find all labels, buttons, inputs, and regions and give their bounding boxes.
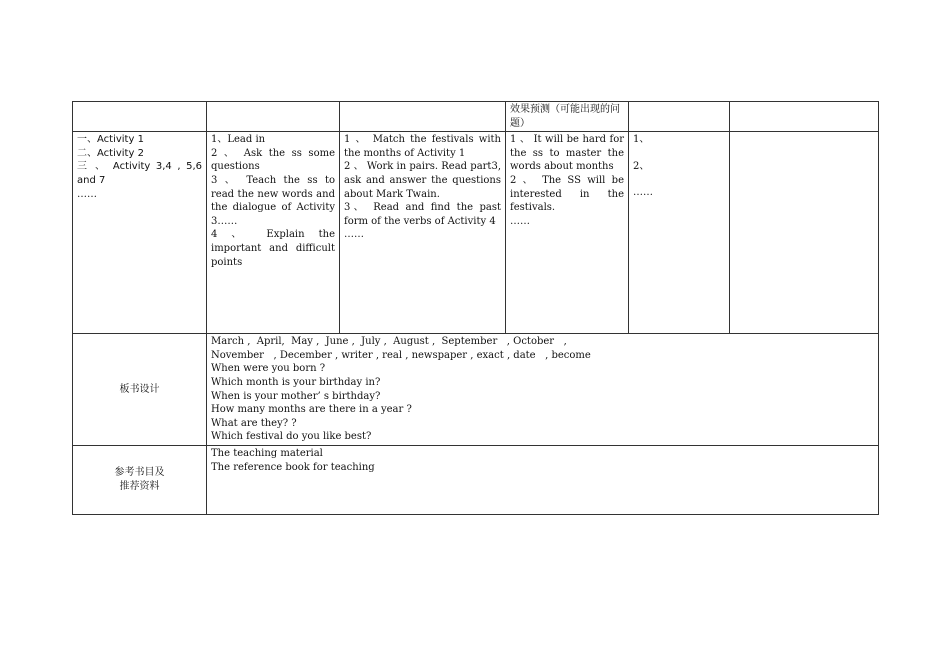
student-step: 1 、 Match the festivals with the months of Activity 1	[344, 134, 501, 159]
teacher-activity-cell	[207, 132, 340, 334]
note-item: 2、	[633, 160, 650, 172]
header-cell-5	[629, 102, 730, 132]
teacher-step: 4 、 Explain the important and difficult points	[211, 229, 335, 268]
activity-item: 三 、 Activity 3,4 , 5,6 and 7	[77, 161, 202, 186]
board-line: When were you born ?	[211, 363, 326, 375]
empty-cell	[730, 132, 879, 334]
header-cell-1	[73, 102, 207, 132]
activity-item: ……	[77, 188, 97, 200]
reference-line: The teaching material	[211, 447, 323, 459]
header-cell-2	[207, 102, 340, 132]
effect-prediction-cell	[506, 132, 629, 334]
board-design-content	[207, 334, 879, 446]
prediction-item: 1 、 It will be hard for the ss to master the words about months	[510, 134, 624, 173]
board-line: How many months are there in a year ?	[211, 404, 412, 416]
teacher-step: 3 、 Teach the ss to read the new words and the dialogue of Activity 3……	[211, 174, 335, 227]
header-cell-6	[730, 102, 879, 132]
reference-label	[73, 445, 207, 514]
note-item: ……	[633, 187, 653, 199]
board-line: Which month is your birthday in?	[211, 376, 381, 388]
teacher-step: 2 、 Ask the ss some questions	[211, 147, 335, 173]
activities-list-cell	[73, 132, 207, 334]
reference-line: The reference book for teaching	[211, 461, 375, 473]
notes-cell	[629, 132, 730, 334]
board-line: March , April, May , June , July , August , September , October ,	[211, 336, 567, 348]
reference-content	[207, 445, 879, 514]
reference-label-line: 参考书目及	[114, 467, 165, 479]
header-row	[73, 102, 879, 132]
prediction-item: 2 、 The SS will be interested in the festivals.	[510, 174, 624, 214]
teacher-step: 1、Lead in	[211, 134, 266, 146]
board-line: Which festival do you like best?	[211, 431, 372, 443]
board-line: What are they? ?	[211, 417, 297, 429]
student-step: 3、 Read and find the past form of the verbs of Activity 4	[344, 202, 501, 227]
board-design-label: 板书设计	[73, 334, 207, 446]
header-cell-effect-prediction: 效果预测（可能出现的问题）	[506, 102, 629, 132]
board-line: When is your mother’ s birthday?	[211, 390, 381, 402]
student-activity-cell	[340, 132, 506, 334]
activities-row	[73, 132, 879, 334]
lesson-plan-table	[72, 101, 879, 515]
board-design-row	[73, 334, 879, 446]
activity-item: 一、Activity 1	[77, 134, 144, 146]
reference-row	[73, 445, 879, 514]
header-cell-3	[340, 102, 506, 132]
board-line: November , December , writer , real , newspaper , exact , date , become	[211, 349, 591, 361]
reference-label-line: 推荐资料	[119, 480, 160, 492]
student-step: 2 、 Work in pairs. Read part3, ask and answer the questions about Mark Twain.	[344, 161, 501, 200]
student-step: ……	[344, 229, 364, 241]
activity-item: 二、Activity 2	[77, 147, 144, 159]
prediction-item: ……	[510, 215, 530, 227]
note-item: 1、	[633, 134, 650, 146]
